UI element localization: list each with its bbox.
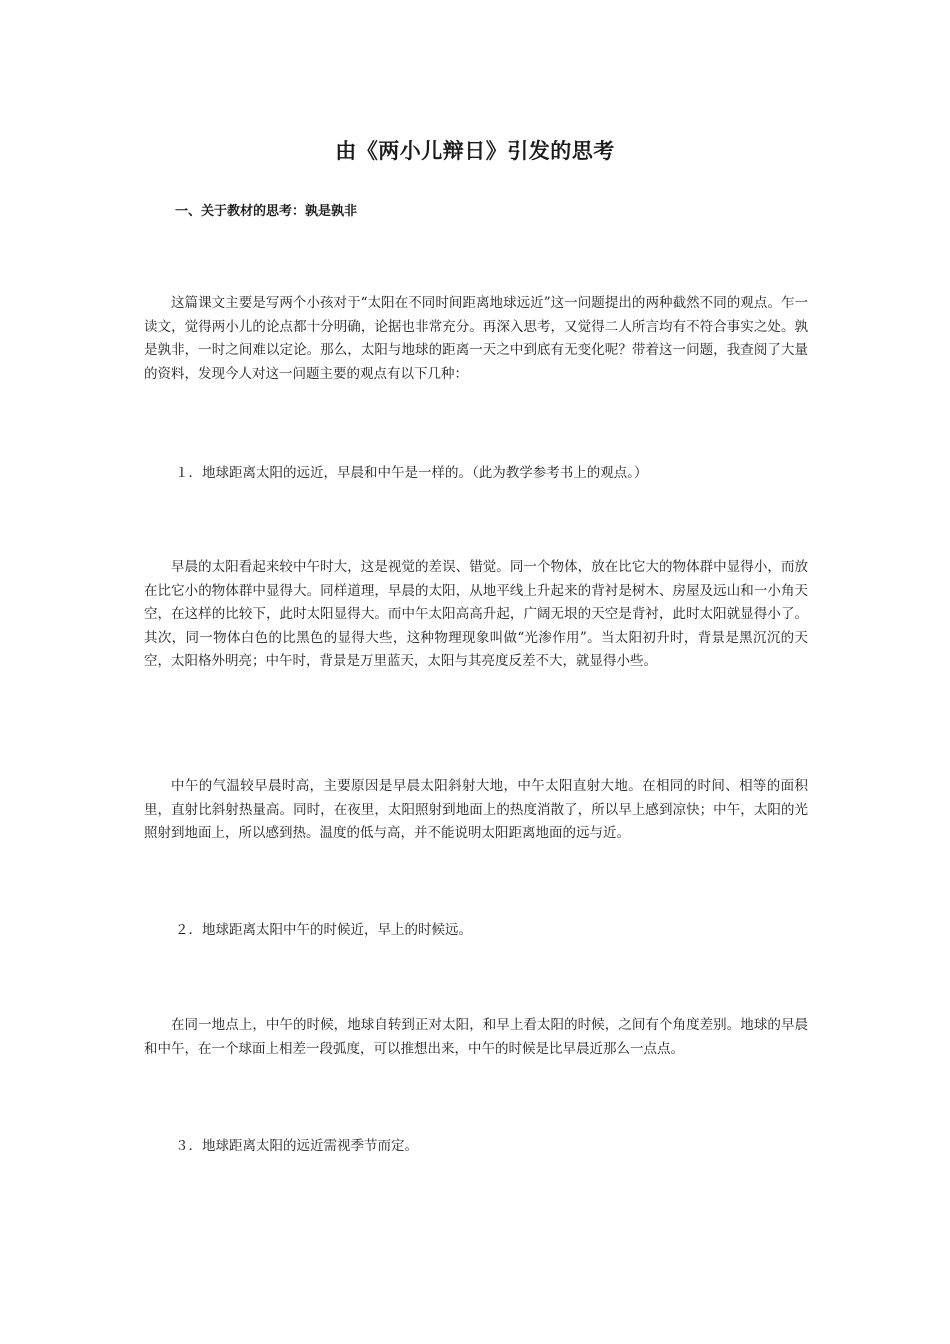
paragraph-temperature: 中午的气温较早晨时高，主要原因是早晨太阳斜射大地，中午太阳直射大地。在相同的时间、相等的面积里，直射比斜射热量高。同时，在夜里，太阳照射到地面上的热度消散了，所以早上感到凉快；中午，太阳的光照射到地面上，所以感到热。温度的低与高，并不能说明太阳距离地面的远与近。 <box>144 778 808 841</box>
section-heading: 一、关于教材的思考：孰是孰非 <box>175 204 358 219</box>
paragraph-intro: 这篇课文主要是写两个小孩对于“太阳在不同时间距离地球远近”这一问题提出的两种截然不同的观点。乍一读文，觉得两小儿的论点都十分明确，论据也非常充分。再深入思考，又觉得二人所言均有不符合事实之处。孰是孰非，一时之间难以定论。那么，太阳与地球的距离一天之中到底有无变化呢？带着这一问题，我查阅了大量的资料，发现今人对这一问题主要的观点有以下几种： <box>144 295 808 382</box>
list-item-viewpoint-3: ３．地球距离太阳的远近需视季节而定。 <box>175 1138 418 1154</box>
list-item-viewpoint-1: １．地球距离太阳的远近，早晨和中午是一样的。（此为教学参考书上的观点。） <box>175 465 648 481</box>
list-item-viewpoint-2: ２．地球距离太阳中午的时候近，早上的时候远。 <box>175 922 472 938</box>
document-title: 由《两小儿辩日》引发的思考 <box>335 139 615 163</box>
paragraph-earth-rotation: 在同一地点上，中午的时候，地球自转到正对太阳，和早上看太阳的时候，之间有个角度差别。地球的早晨和中午，在一个球面上相差一段弧度，可以推想出来，中午的时候是比早晨近那么一点点。 <box>144 1017 808 1057</box>
paragraph-visual-illusion: 早晨的太阳看起来较中午时大，这是视觉的差误、错觉。同一个物体，放在比它大的物体群中显得小，而放在比它小的物体群中显得大。同样道理，早晨的太阳，从地平线上升起来的背衬是树木、房屋及远山和一小角天空，在这样的比较下，此时太阳显得大。而中午太阳高高升起，广阔无垠的天空是背衬，此时太阳就显得小了。其次，同一物体白色的比黑色的显得大些，这种物理现象叫做“光渗作用”。当太阳初升时，背景是黑沉沉的天空，太阳格外明亮；中午时，背景是万里蓝天，太阳与其亮度反差不大，就显得小些。 <box>144 559 808 669</box>
